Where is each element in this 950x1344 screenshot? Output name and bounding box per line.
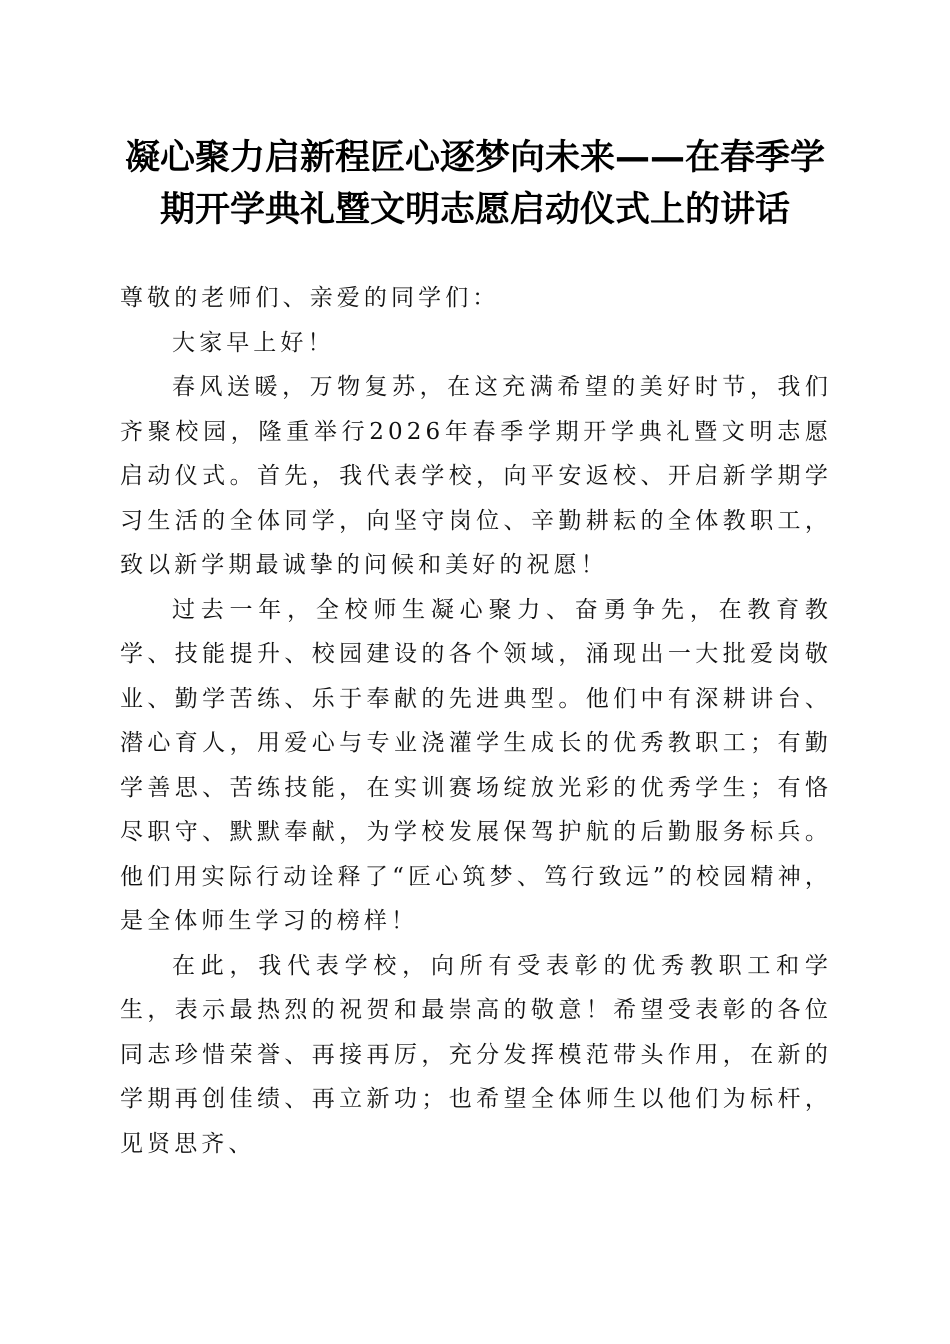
title-line-2: 期开学典礼暨文明志愿启动仪式上的讲话 [159,190,790,230]
salutation: 尊敬的老师们、亲爱的同学们： [120,285,500,311]
greeting: 大家早上好！ [172,329,335,356]
title-line-1: 凝心聚力启新程匠心逐梦向未来——在春季学 [124,138,825,178]
speech-body [120,276,832,1166]
document-title [100,132,850,236]
paragraph-review: 过去一年，全校师生凝心聚力、奋勇争先，在教育教学、技能提升、校园建设的各个领域，涌现出一大批爱岗敬业、勤学苦练、乐于奉献的先进典型。他们中有深耕讲台、潜心育人，用爱心与专业浇灌学生成长的优秀教职工；有勤学善思、苦练技能，在实训赛场绽放光彩的优秀学生；有恪尽职守、默默奉献，为学校发展保驾护航的后勤服务标兵。他们用实际行动诠释了“匠心筑梦、笃行致远”的校园精神，是全体师生学习的榜样！ [120,596,832,934]
paragraph-congratulations: 在此，我代表学校，向所有受表彰的优秀教职工和学生，表示最热烈的祝贺和最崇高的敬意！希望受表彰的各位同志珍惜荣誉、再接再厉，充分发挥模范带头作用，在新的学期再创佳绩、再立新功；也希望全体师生以他们为标杆，见贤思齐、 [120,952,832,1157]
paragraph-opening: 春风送暖，万物复苏，在这充满希望的美好时节，我们齐聚校园，隆重举行2026年春季学期开学典礼暨文明志愿启动仪式。首先，我代表学校，向平安返校、开启新学期学习生活的全体同学，向坚守岗位、辛勤耕耘的全体教职工，致以新学期最诚挚的问候和美好的祝愿！ [120,374,832,578]
